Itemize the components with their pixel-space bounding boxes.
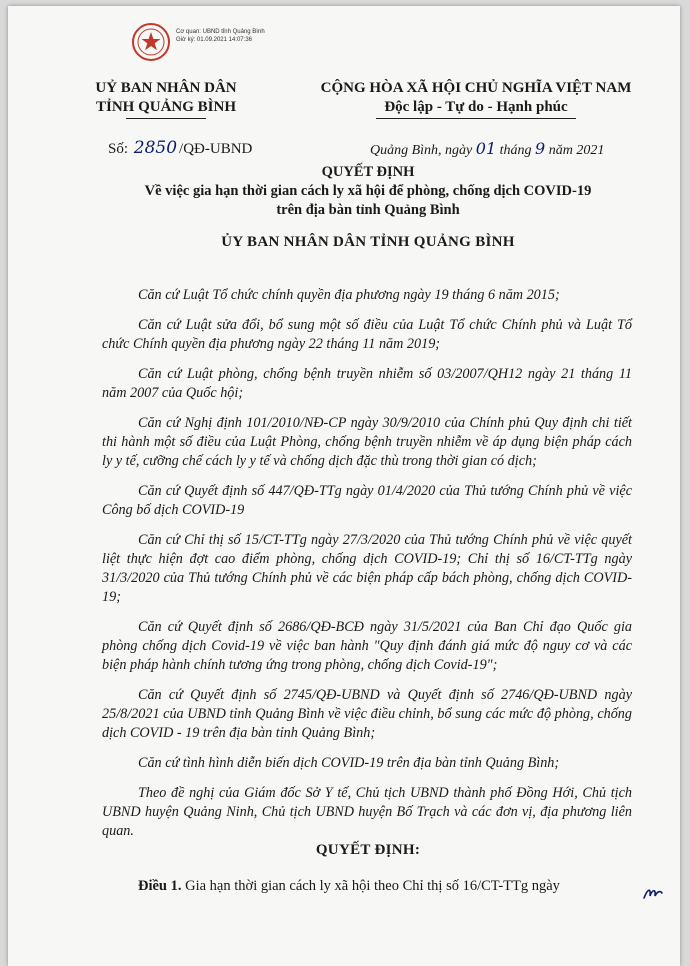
paragraph: Căn cứ Luật Tổ chức chính quyền địa phương ngày 19 tháng 6 năm 2015; bbox=[138, 287, 560, 303]
date-month-label: tháng bbox=[499, 143, 532, 158]
date-place: Quảng Bình, ngày bbox=[370, 143, 473, 158]
paragraph: Căn cứ Luật sửa đổi, bổ sung một số điều của Luật Tổ chức Chính phủ và Luật Tổ chức Chính quyền địa phương ngày 22 tháng 11 năm 2019; bbox=[102, 317, 632, 352]
title-line-1: QUYẾT ĐỊNH bbox=[321, 164, 415, 180]
date-day: 01 bbox=[475, 139, 497, 158]
agency-heading: ỦY BAN NHÂN DÂN TỈNH QUẢNG BÌNH bbox=[221, 234, 515, 250]
paragraph: Căn cứ Quyết định số 2745/QĐ-UBND và Quyết định số 2746/QĐ-UBND ngày 25/8/2021 của UBND tỉnh Quảng Bình về việc điều chỉnh, bổ sung các mức độ phòng, chống dịch COVID - 19 trên địa bàn tỉnh Quảng Bình; bbox=[102, 687, 632, 741]
initials-mark-icon bbox=[642, 884, 664, 902]
decision-heading: QUYẾT ĐỊNH: bbox=[315, 842, 421, 858]
paragraph: Căn cứ Chỉ thị số 15/CT-TTg ngày 27/3/2020 của Thủ tướng Chính phủ về việc quyết liệt thực hiện đợt cao điểm phòng, chống dịch COVID-19; Chỉ thị số 16/CT-TTg ngày 31/3/2020 của Thủ tướng Chính phủ về các biện pháp cấp bách phòng, chống dịch COVID-19; bbox=[102, 532, 632, 605]
paragraph: Căn cứ Quyết định số 447/QĐ-TTg ngày 01/4/2020 của Thủ tướng Chính phủ về việc Công bố dịch COVID-19 bbox=[102, 483, 632, 518]
article-1 bbox=[138, 878, 658, 895]
motto: Độc lập - Tự do - Hạnh phúc bbox=[384, 99, 568, 115]
document-page bbox=[8, 6, 680, 966]
motto-underline bbox=[376, 118, 576, 119]
signature-time-line: Giờ ký: 01.09.2021 14:07:36 bbox=[176, 37, 252, 43]
national-heading bbox=[276, 79, 676, 117]
title-line-3: trên địa bàn tỉnh Quảng Bình bbox=[276, 202, 460, 218]
document-number bbox=[108, 138, 252, 158]
signature-agency-line: Cơ quan: UBND tỉnh Quảng Bình bbox=[176, 29, 265, 35]
article-1-text: Gia hạn thời gian cách ly xã hội theo Chỉ thị số 16/CT-TTg ngày bbox=[185, 878, 560, 894]
nation-name: CỘNG HÒA XÃ HỘI CHỦ NGHĨA VIỆT NAM bbox=[320, 80, 632, 96]
paragraph: Theo đề nghị của Giám đốc Sở Y tế, Chủ tịch UBND thành phố Đồng Hới, Chủ tịch UBND huyện Quảng Ninh, Chủ tịch UBND huyện Bố Trạch và các đơn vị, địa phương liên quan. bbox=[102, 785, 632, 839]
number-suffix: /QĐ-UBND bbox=[179, 141, 253, 157]
paragraph: Căn cứ Quyết định số 2686/QĐ-BCĐ ngày 31/5/2021 của Ban Chỉ đạo Quốc gia phòng chống dịch Covid-19 về việc ban hành "Quy định đánh giá mức độ nguy cơ và các biện pháp hành chính tương ứng trong phòng, chống dịch Covid-19"; bbox=[102, 619, 632, 673]
national-emblem-seal-icon bbox=[131, 22, 171, 62]
issuing-organization bbox=[68, 79, 264, 117]
handwritten-number: 2850 bbox=[133, 138, 178, 158]
paragraph: Căn cứ Luật phòng, chống bệnh truyền nhiễm số 03/2007/QH12 ngày 21 tháng 11 năm 2007 của Quốc hội; bbox=[102, 366, 632, 401]
document-date bbox=[370, 139, 604, 159]
article-1-label: Điều 1. bbox=[138, 878, 182, 894]
number-label: Số: bbox=[108, 141, 129, 157]
org-line-1: UỶ BAN NHÂN DÂN bbox=[95, 80, 237, 96]
paragraph: Căn cứ tình hình diễn biến dịch COVID-19 trên địa bàn tỉnh Quảng Bình; bbox=[138, 755, 560, 771]
org-underline bbox=[126, 118, 206, 119]
document-title bbox=[68, 163, 668, 220]
date-month: 9 bbox=[535, 139, 546, 158]
title-line-2: Về việc gia hạn thời gian cách ly xã hội để phòng, chống dịch COVID-19 bbox=[144, 183, 592, 199]
paragraph: Căn cứ Nghị định 101/2010/NĐ-CP ngày 30/9/2010 của Chính phủ Quy định chi tiết thi hành một số điều của Luật Phòng, chống bệnh truyền nhiễm về áp dụng biện pháp cách ly y tế, cưỡng chế cách ly y tế và chống dịch đặc thù trong thời gian có dịch; bbox=[102, 415, 632, 469]
legal-basis-section bbox=[102, 286, 632, 852]
date-year: năm 2021 bbox=[548, 143, 605, 158]
org-line-2: TỈNH QUẢNG BÌNH bbox=[95, 99, 237, 115]
